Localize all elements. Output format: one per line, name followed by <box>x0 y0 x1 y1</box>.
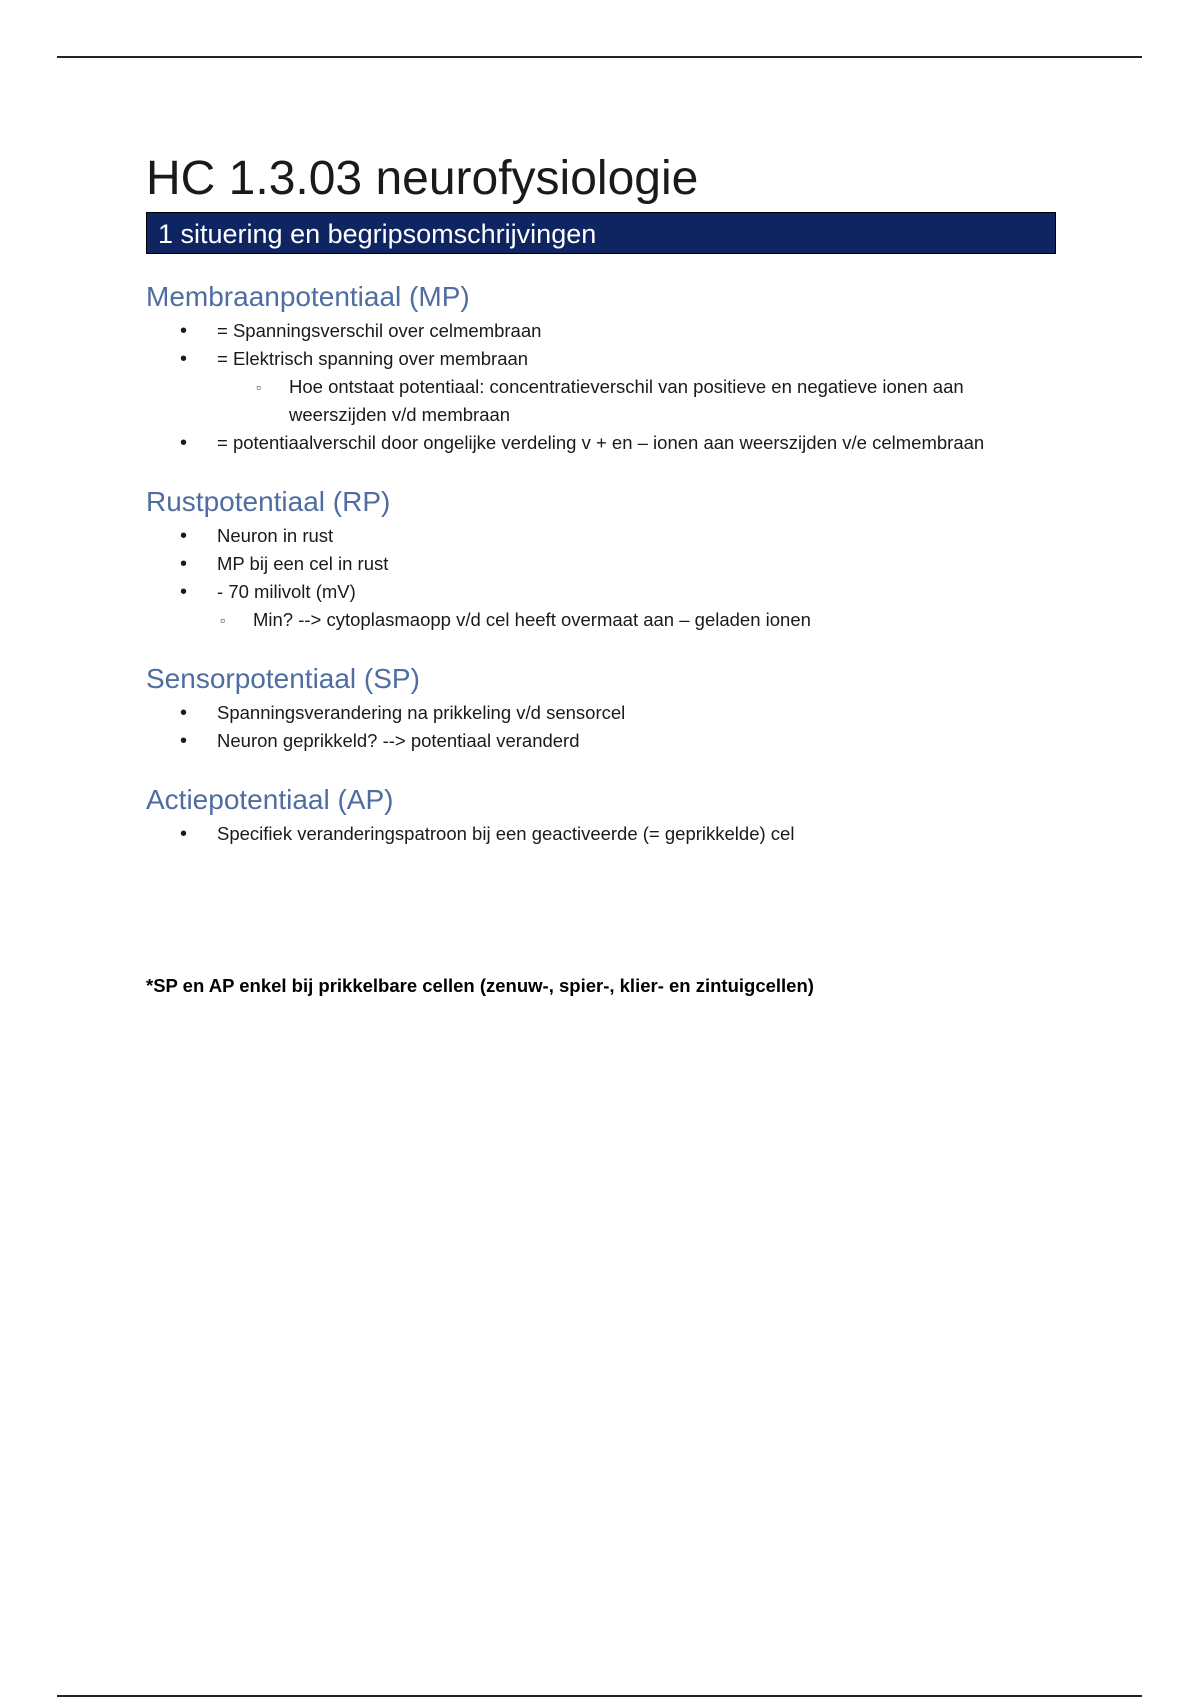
document-title: HC 1.3.03 neurofysiologie <box>146 152 699 205</box>
list-item: • = potentiaalverschil door ongelijke verdeling v + en – ionen aan weerszijden v/e celmembraan <box>146 429 1056 457</box>
list-rustpotentiaal <box>146 522 1056 634</box>
footnote: *SP en AP enkel bij prikkelbare cellen (zenuw-, spier-, klier- en zintuigcellen) <box>146 975 814 996</box>
page-content <box>146 150 1056 848</box>
list-item: • Spanningsverandering na prikkeling v/d sensorcel <box>146 699 1056 727</box>
list-item: • Neuron in rust <box>146 522 1056 550</box>
subheading-actiepotentiaal: Actiepotentiaal (AP) <box>146 784 394 815</box>
list-item: • Neuron geprikkeld? --> potentiaal veranderd <box>146 727 1056 755</box>
list-actiepotentiaal <box>146 820 1056 848</box>
top-rule <box>57 56 1142 58</box>
list-membraanpotentiaal <box>146 317 1056 457</box>
list-item: • MP bij een cel in rust <box>146 550 1056 578</box>
section-heading: 1 situering en begripsomschrijvingen <box>146 212 1056 254</box>
subheading-rustpotentiaal: Rustpotentiaal (RP) <box>146 486 391 517</box>
list-item: • = Elektrisch spanning over membraan <box>146 345 1056 373</box>
list-item-nested: ▫ Min? --> cytoplasmaopp v/d cel heeft overmaat aan – geladen ionen <box>146 606 1056 634</box>
bottom-rule <box>57 1695 1142 1697</box>
list-item: • = Spanningsverschil over celmembraan <box>146 317 1056 345</box>
list-item-nested: ▫ Hoe ontstaat potentiaal: concentratieverschil van positieve en negatieve ionen aan weerszijden v/d membraan <box>146 373 1056 429</box>
subheading-sensorpotentiaal: Sensorpotentiaal (SP) <box>146 663 420 694</box>
subheading-membraanpotentiaal: Membraanpotentiaal (MP) <box>146 281 470 312</box>
list-item: • Specifiek veranderingspatroon bij een geactiveerde (= geprikkelde) cel <box>146 820 1056 848</box>
list-sensorpotentiaal <box>146 699 1056 755</box>
list-item: • - 70 milivolt (mV) <box>146 578 1056 606</box>
